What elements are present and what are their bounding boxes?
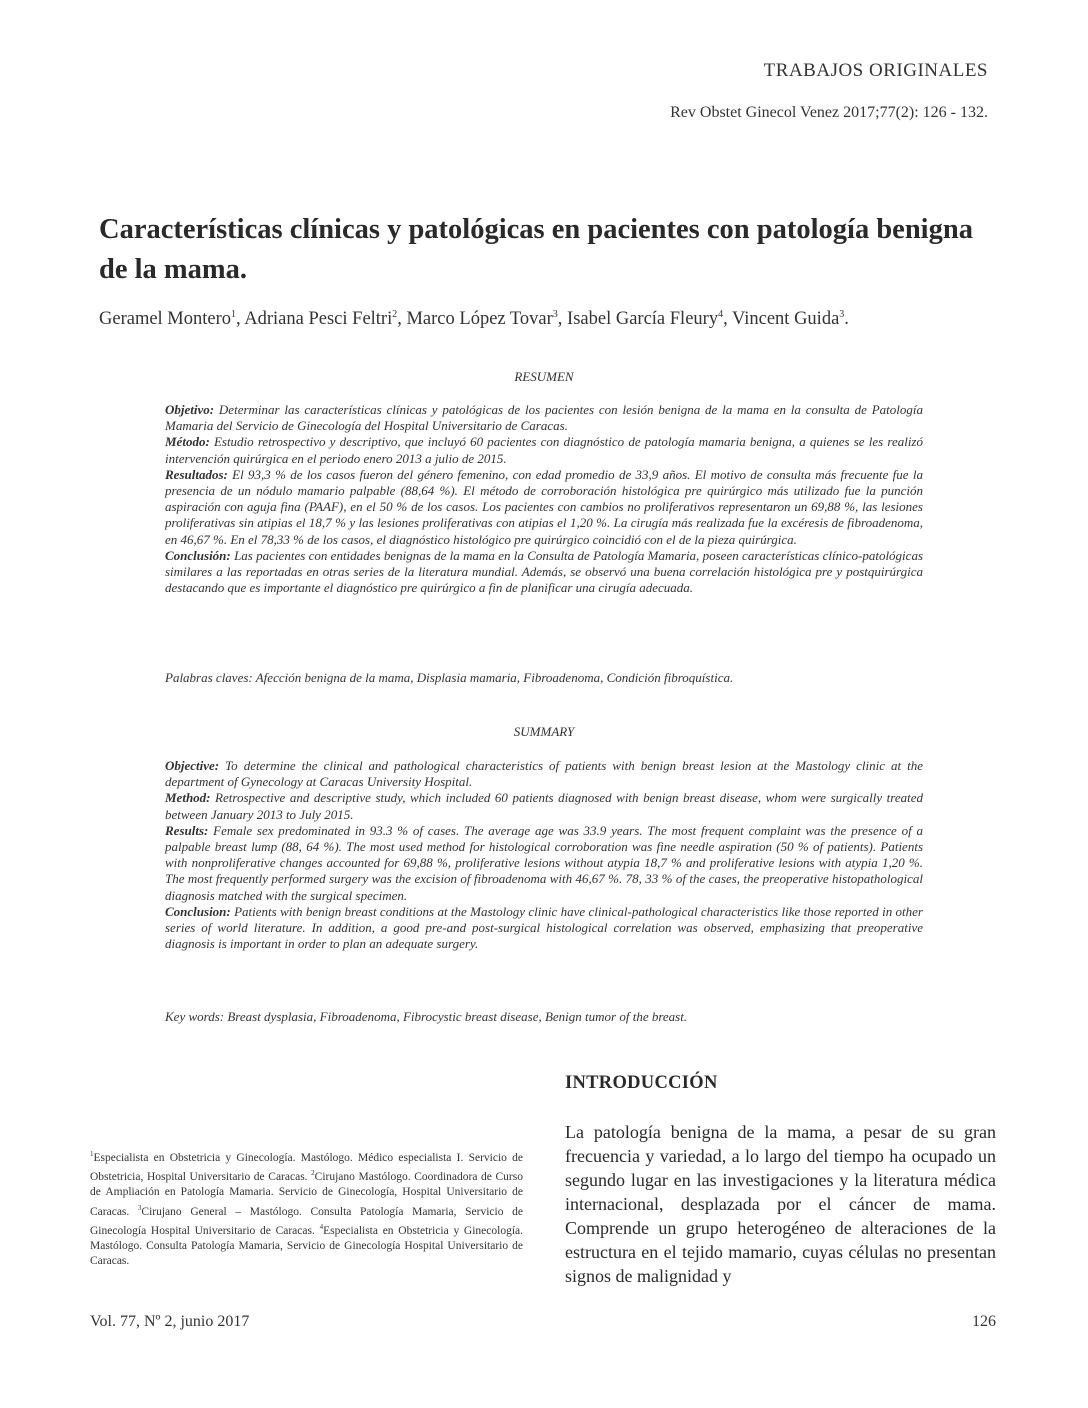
resumen-resultados <box>165 467 923 548</box>
objective-label: Objective: <box>165 758 220 773</box>
author-affiliation-mark: 3 <box>839 309 845 320</box>
objetivo-text: Determinar las características clínicas y patológicas de los pacientes con lesión benigna de la mama en la consulta de Patología Mamaria del Servicio de Ginecología del Hospital Universitario de Caracas. <box>165 402 923 434</box>
introduccion-heading: INTRODUCCIÓN <box>565 1073 718 1093</box>
author-affiliation-mark: 4 <box>718 309 724 320</box>
footnote-mark: 3 <box>137 1203 142 1212</box>
author-affiliation-mark: 1 <box>231 309 237 320</box>
key-words: Key words: Breast dysplasia, Fibroadenoma, Fibrocystic breast disease, Benign tumor of the breast. <box>165 1009 688 1024</box>
journal-citation: Rev Obstet Ginecol Venez 2017;77(2): 126 - 132. <box>670 104 988 121</box>
summary-results <box>165 823 923 904</box>
resumen-objetivo <box>165 402 923 434</box>
resultados-text: El 93,3 % de los casos fueron del género femenino, con edad promedio de 33,9 años. El motivo de consulta más frecuente fue la presencia de un nódulo mamario palpable (88,64 %). El método de corroboración histológica pre quirúrgico más utilizado fue la punción aspiración con aguja fina (PAAF), en el 50 % de los casos. Los pacientes con cambios no proliferativos representaron un 69,88 %, las lesiones proliferativas sin atipias el 18,7 % y las lesiones proliferativas con atipias el 1,20 %. La cirugía más realizada fue la excéresis de fibroadenoma, en 46,67 %. En el 78,33 % de los casos, el diagnóstico histológico pre quirúrgico coincidió con el de la pieza quirúrgica. <box>165 466 923 547</box>
footnote-mark: 2 <box>311 1169 315 1178</box>
author-affiliation-mark: 3 <box>552 309 558 320</box>
author-separator: . <box>844 309 849 330</box>
summary-heading: SUMMARY <box>513 724 575 739</box>
footnote-text: Cirujano General – Mastólogo. Consulta Patología Mamaria, Servicio de Ginecología Hospital Universitario de Caracas. <box>90 1205 523 1237</box>
resultados-label: Resultados: <box>165 466 228 482</box>
method-text: Retrospective and descriptive study, which included 60 patients diagnosed with benign breast disease, whom were surgically treated between January 2013 to July 2015. <box>165 790 923 822</box>
author-name: Vincent Guida <box>732 309 840 330</box>
resumen-abstract <box>165 402 923 596</box>
footnote-mark: 1 <box>90 1150 94 1158</box>
objetivo-label: Objetivo: <box>165 402 215 417</box>
author-separator: , <box>397 309 407 330</box>
footnote-mark: 4 <box>319 1222 324 1231</box>
resumen-heading: RESUMEN <box>514 369 574 384</box>
section-label: TRABAJOS ORIGINALES <box>763 60 988 81</box>
summary-objective <box>165 758 923 790</box>
summary-abstract <box>165 758 923 952</box>
resumen-metodo <box>165 434 923 466</box>
summary-conclusion <box>165 904 923 953</box>
footnote-text: Especialista en Obstetricia y Ginecología. Mastólogo. Consulta Patología Mamaria, Servicio de Ginecología Hospital Universitario de Caracas. <box>90 1224 523 1268</box>
summary-method <box>165 790 923 822</box>
footnote-text: Cirujano Mastólogo. Coordinadora de Curso de Ampliación en Patología Mamaria. Servicio de Ginecología, Hospital Universitario de Caracas. <box>90 1170 523 1218</box>
metodo-label: Método: <box>165 434 210 450</box>
page-number: 126 <box>972 1313 996 1330</box>
introduccion-text: La patología benigna de la mama, a pesar de su gran frecuencia y variedad, a lo largo del tiempo ha ocupado un segundo lugar en las investigaciones y la literatura médica internacional, desplazada por el cáncer de mama. Comprende un grupo heterogéneo de alteraciones de la estructura en el tejido mamario, cuyas células no presentan signos de malignidad y <box>565 1122 996 1286</box>
metodo-text: Estudio retrospectivo y descriptivo, que incluyó 60 pacientes con diagnóstico de patología mamaria benigna, a quienes se les realizó intervención quirúrgica en el periodo enero 2013 a julio de 2015. <box>165 434 923 466</box>
objective-text: To determine the clinical and pathological characteristics of patients with benign breast lesion at the Mastology clinic at the department of Gynecology at Caracas University Hospital. <box>165 758 923 790</box>
conclusion-text: Las pacientes con entidades benignas de la mama en la Consulta de Patología Mamaria, poseen características clínico-patológicas similares a las reportadas en otras series de la literatura mundial. Además, se observó una buena correlación histológica pre y postquirúrgica destacando que es importante el diagnóstico pre quirúrgico a fin de planificar una cirugía adecuada. <box>165 547 923 596</box>
author-name: Marco López Tovar <box>406 309 553 330</box>
summary-conclusion-text: Patients with benign breast conditions at the Mastology clinic have clinical-pathological characteristics like those reported in other series of world literature. In addition, a good pre-and post-surgical histological correlation was observed, emphasizing that preoperative diagnosis is important in order to plan an adequate surgery. <box>165 903 923 952</box>
results-label: Results: <box>165 822 209 838</box>
author-name: Geramel Montero <box>99 309 232 330</box>
author-name: Adriana Pesci Feltri <box>244 309 393 330</box>
conclusion-label: Conclusión: <box>165 547 231 563</box>
author-separator: , <box>557 309 568 330</box>
article-title: Características clínicas y patológicas en pacientes con patología benigna de la mama. <box>99 214 973 285</box>
method-label: Method: <box>165 790 211 806</box>
palabras-claves: Palabras claves: Afección benigna de la mama, Displasia mamaria, Fibroadenoma, Condición fibroquística. <box>165 670 734 685</box>
footer-volume: Vol. 77, Nº 2, junio 2017 <box>90 1313 250 1330</box>
resumen-conclusion <box>165 548 923 597</box>
author-name: Isabel García Fleury <box>567 309 719 330</box>
author-separator: , <box>723 309 732 330</box>
results-text: Female sex predominated in 93.3 % of cases. The average age was 33.9 years. The most frequent complaint was the presence of a palpable breast lump (88, 64 %). The most used method for histological corroboration was fine needle aspiration (50 % of patients). Patients with nonproliferative changes accounted for 69,88 %, proliferative lesions without atypia 18,7 % and proliferative lesions with atypia 1,20 %. The most frequently performed surgery was the excision of fibroadenoma with 46,67 %. 78, 33 % of the cases, the preoperative histopathological diagnosis matched with the surgical specimen. <box>165 822 923 903</box>
summary-conclusion-label: Conclusion: <box>165 903 231 919</box>
author-separator: , <box>236 309 245 330</box>
author-affiliation-mark: 2 <box>392 309 398 320</box>
affiliations-footnote <box>90 1147 523 1269</box>
footnote-text: Especialista en Obstetricia y Ginecología. Mastólogo. Médico especialista I. Servicio de Obstetricia, Hospital Universitario de Caracas. <box>90 1151 523 1183</box>
author-list <box>99 309 999 330</box>
